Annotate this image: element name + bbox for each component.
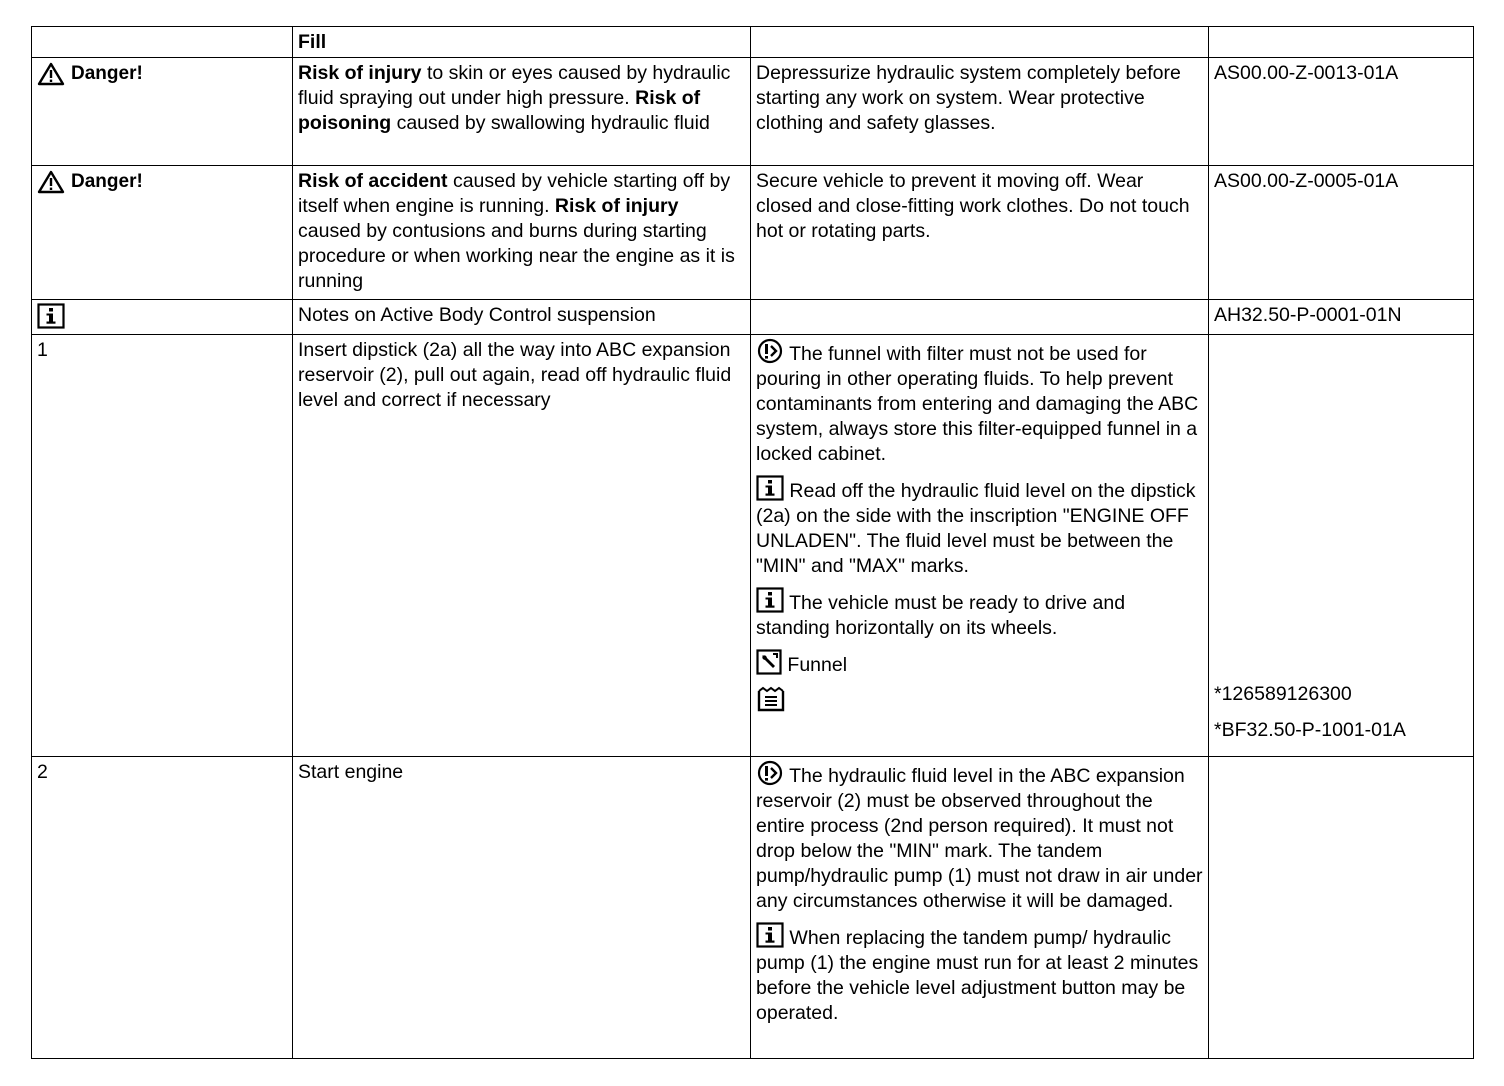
reference-link[interactable]: AS00.00-Z-0013-01A	[1214, 62, 1399, 84]
safety-action-cell	[751, 58, 1209, 166]
hazard-text: caused by vehicle starting off by itself when engine is running.	[298, 170, 731, 217]
info-note-text: When replacing the tandem pump/ hydraulic pump (1) the engine must run for at least 2 minutes before the vehicle level adjustment button may be operated.	[756, 927, 1199, 1024]
reference-cell	[1209, 166, 1474, 300]
step-number-cell	[32, 757, 293, 1059]
info-icon	[756, 922, 784, 948]
hazard-keyword: Risk of injury	[298, 62, 422, 84]
step-number: 2	[37, 761, 48, 783]
info-note-text: The vehicle must be ready to drive and standing horizontally on its wheels.	[756, 592, 1126, 639]
table-row	[32, 757, 1474, 1059]
warning-triangle-icon	[37, 170, 65, 194]
danger-label: Danger!	[71, 171, 143, 192]
table-row	[32, 166, 1474, 300]
data-sheet-icon	[756, 686, 786, 712]
info-note	[756, 587, 1203, 641]
reference-cell	[1209, 58, 1474, 166]
info-icon	[756, 475, 784, 501]
danger-label-cell	[32, 166, 293, 300]
header-cell-empty-3	[1209, 27, 1474, 58]
table-row	[32, 300, 1474, 335]
hazard-text: to skin or eyes caused by hydraulic fluid spraying out under high pressure.	[298, 62, 731, 109]
caution-text: The hydraulic fluid level in the ABC expansion reservoir (2) must be observed throughout the entire process (2nd person required). It must not drop below the "MIN" mark. The tandem pump/hydraulic pump (1) must not draw in air under any circumstances otherwise it will be damaged.	[756, 765, 1203, 912]
danger-label: Danger!	[71, 63, 143, 84]
info-note-text: Read off the hydraulic fluid level on the dipstick (2a) on the side with the inscription "ENGINE OFF UNLADEN". The fluid level must be between the "MIN" and "MAX" marks.	[756, 480, 1196, 577]
section-title: Fill	[298, 31, 327, 53]
reference-cell	[1209, 300, 1474, 335]
info-note	[756, 922, 1203, 1026]
danger-label-cell	[32, 58, 293, 166]
step-text: Insert dipstick (2a) all the way into ABC expansion reservoir (2), pull out again, read off hydraulic fluid level and correct if necessary	[298, 339, 732, 411]
step-notes-cell	[751, 335, 1209, 757]
reference-link[interactable]: AH32.50-P-0001-01N	[1214, 304, 1402, 326]
hazard-text: caused by contusions and burns during starting procedure or when working near the engine as it is running	[298, 220, 735, 292]
step-notes-cell	[751, 757, 1209, 1059]
info-text: Notes on Active Body Control suspension	[298, 304, 656, 326]
table-row	[32, 58, 1474, 166]
hazard-text: caused by swallowing hydraulic fluid	[391, 112, 710, 134]
header-cell-title	[293, 27, 751, 58]
tool-label: Funnel	[787, 654, 848, 676]
tool-note	[756, 649, 1203, 678]
step-number: 1	[37, 339, 48, 361]
caution-text: The funnel with filter must not be used for pouring in other operating fluids. To help prevent contaminants from entering and damaging the ABC system, always store this filter-equipped funnel in a locked cabinet.	[756, 343, 1199, 465]
caution-note	[756, 338, 1203, 467]
table-header-row	[32, 27, 1474, 58]
header-cell-empty-2	[751, 27, 1209, 58]
reference-link[interactable]: *BF32.50-P-1001-01A	[1214, 719, 1406, 741]
warning-triangle-icon	[37, 62, 65, 86]
tool-part-number[interactable]: *126589126300	[1214, 683, 1352, 705]
header-cell-empty	[32, 27, 293, 58]
procedure-table	[31, 26, 1474, 1059]
info-description-cell	[293, 300, 751, 335]
step-text: Start engine	[298, 761, 404, 783]
empty-cell	[751, 300, 1209, 335]
table-row	[32, 335, 1474, 757]
step-number-cell	[32, 335, 293, 757]
info-icon	[756, 587, 784, 613]
hazard-keyword: Risk of poisoning	[298, 87, 701, 134]
safety-action-text: Secure vehicle to prevent it moving off. Wear closed and close-fitting work clothes. Do not touch hot or rotating parts.	[756, 170, 1190, 242]
reference-link[interactable]: AS00.00-Z-0005-01A	[1214, 170, 1399, 192]
empty-cell	[1209, 757, 1474, 1059]
step-description-cell	[293, 757, 751, 1059]
info-icon-cell	[32, 300, 293, 335]
caution-note	[756, 760, 1203, 914]
step-description-cell	[293, 335, 751, 757]
hazard-keyword: Risk of accident	[298, 170, 448, 192]
data-note	[756, 686, 1203, 715]
info-note	[756, 475, 1203, 579]
hazard-keyword: Risk of injury	[554, 195, 679, 217]
caution-circle-icon	[756, 338, 784, 364]
hazard-description-cell	[293, 58, 751, 166]
safety-action-text: Depressurize hydraulic system completely before starting any work on system. Wear protective clothing and safety glasses.	[756, 62, 1181, 134]
hazard-description-cell	[293, 166, 751, 300]
special-tool-icon	[756, 649, 782, 675]
info-icon	[37, 303, 65, 329]
reference-cell	[1209, 335, 1474, 757]
safety-action-cell	[751, 166, 1209, 300]
caution-circle-icon	[756, 760, 784, 786]
